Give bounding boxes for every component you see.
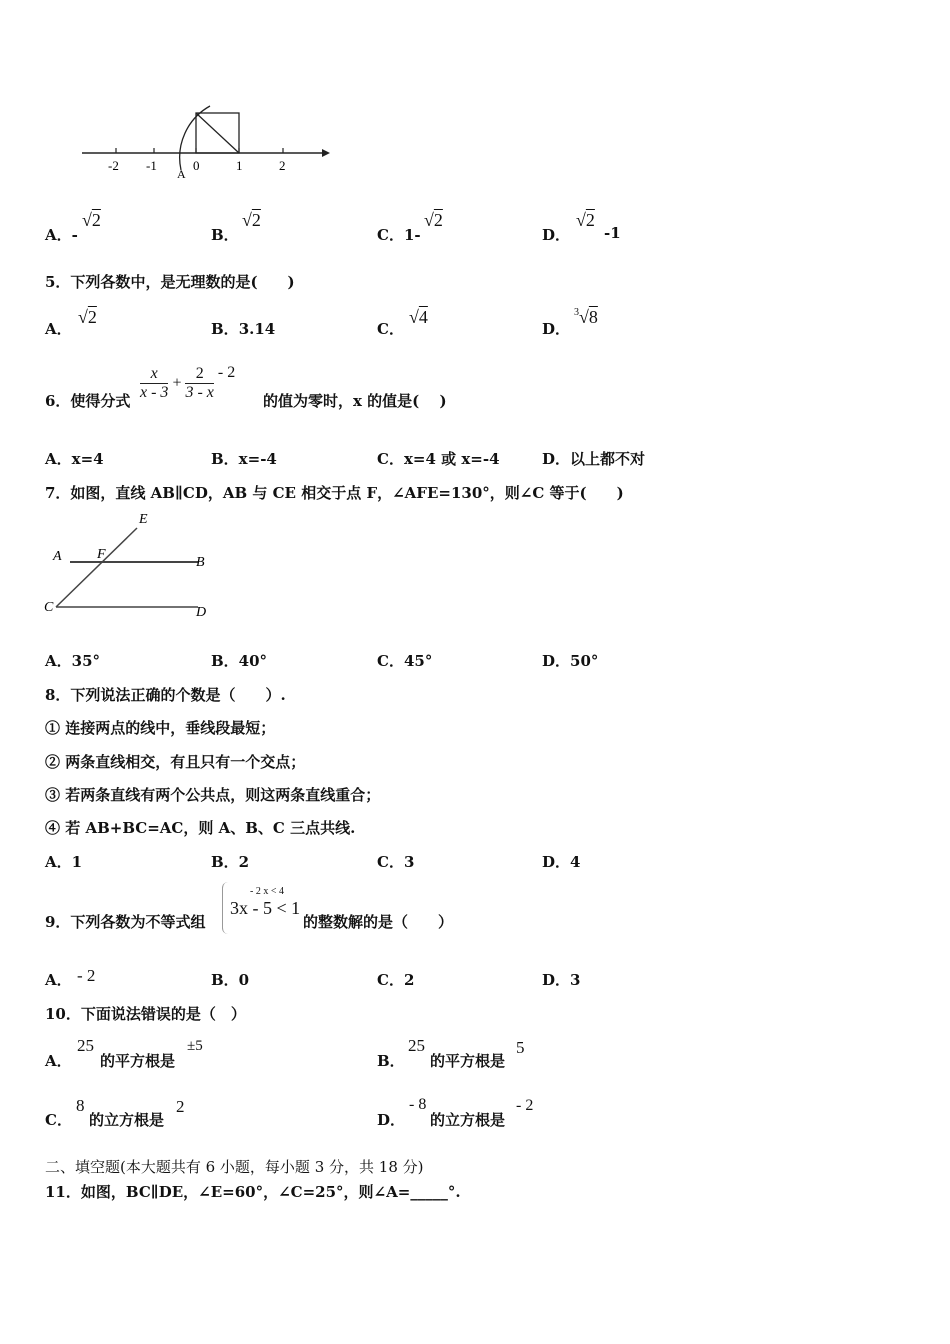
q9-option-c: C．2 [377, 971, 415, 989]
q7-parallel-lines-figure [40, 508, 220, 624]
q8-option-c: C．3 [377, 853, 415, 871]
q5-option-b [211, 318, 275, 339]
q10-b-text: 的平方根是 [430, 1052, 506, 1070]
q6-option-b: B．x=-4 [211, 450, 277, 468]
q9-stem-pre: 9．下列各数为不等式组 [45, 913, 206, 931]
q6-expression [140, 364, 235, 402]
q10-option-c: C． [45, 1111, 72, 1129]
q10-c-text: 的立方根是 [89, 1111, 165, 1129]
root-index: 3 [574, 307, 579, 318]
q10-d-value: - 2 [516, 1097, 534, 1114]
radicand: 8 [588, 307, 598, 327]
minus-two: - 2 [217, 364, 236, 381]
denominator: x - 3 [140, 383, 169, 401]
q7-option-a: A．35° [45, 652, 101, 670]
q4-option-a [45, 224, 78, 245]
radicand: 2 [585, 210, 595, 230]
label-e: E [139, 512, 148, 527]
q9-inequality-2: 3x - 5 < 1 [230, 898, 301, 918]
option-label: C． [377, 226, 404, 244]
option-label: D． [542, 226, 571, 244]
q6-option-c: C．x=4 或 x=-4 [377, 450, 500, 468]
q6-stem-pre: 6．使得分式 [45, 392, 131, 410]
q7-option-b: B．40° [211, 652, 268, 670]
q4-b-sqrt: √2 [242, 210, 261, 230]
q9-option-b: B．0 [211, 971, 250, 989]
tick-label: -1 [146, 158, 157, 173]
q11-answer-blank: _____ [410, 1183, 448, 1201]
plus-sign: + [172, 374, 182, 392]
q4-number-line-figure [78, 100, 338, 182]
q10-a-number: 25 [77, 1036, 94, 1055]
q8-option-b: B．2 [211, 853, 250, 871]
option-label: B． [211, 226, 239, 244]
q10-d-number: - 8 [409, 1096, 427, 1113]
q7-option-d: D．50° [542, 652, 599, 670]
q10-a-value: ±5 [187, 1038, 203, 1054]
q11-stem [45, 1181, 461, 1202]
option-label: A． [45, 226, 72, 244]
label-c: C [44, 600, 54, 615]
radicand: 2 [87, 307, 97, 327]
q5-c-sqrt: √4 [409, 307, 428, 327]
q8-statement-4: ④ 若 AB+BC=AC，则 A、B、C 三点共线. [45, 819, 356, 837]
option-value: 3.14 [238, 320, 276, 338]
tick-label: 1 [236, 158, 243, 173]
tick-label: 2 [279, 158, 286, 173]
denominator: 3 - x [185, 383, 214, 401]
radicand: 2 [251, 210, 261, 230]
q5-option-c: C． [377, 320, 404, 338]
q10-a-text: 的平方根是 [100, 1052, 176, 1070]
tick-label: 0 [193, 158, 200, 173]
q4-d-suffix: -1 [604, 224, 621, 242]
q6-option-a: A．x=4 [45, 450, 104, 468]
numerator: x [140, 365, 168, 384]
q8-option-a: A．1 [45, 853, 83, 871]
q8-option-d: D．4 [542, 853, 581, 871]
radicand: 2 [91, 210, 101, 230]
point-a-label: A [177, 167, 186, 181]
q6-option-d: D．以上都不对 [542, 450, 646, 468]
option-prefix: 1- [403, 226, 421, 244]
q7-stem: 7．如图，直线 AB∥CD，AB 与 CE 相交于点 F，∠AFE=130°，则∠C 等于( ) [45, 484, 624, 502]
q4-d-sqrt: √2 [576, 210, 595, 230]
q4-option-c [377, 224, 421, 245]
q9-inequality-1: - 2 x < 4 [250, 886, 284, 897]
q7-option-c: C．45° [377, 652, 433, 670]
q5-stem: 5．下列各数中，是无理数的是( ) [45, 273, 295, 291]
option-label: B． [211, 320, 239, 338]
radicand: 4 [418, 307, 428, 327]
section-2-title: 二、填空题(本大题共有 6 小题，每小题 3 分，共 18 分) [45, 1158, 424, 1176]
q6-fraction-1 [140, 365, 168, 402]
q5-d-cbrt: $^3$√8 [574, 307, 598, 327]
radicand: 2 [433, 210, 443, 230]
q10-option-b: B． [377, 1052, 405, 1070]
q5-option-a: A． [45, 320, 72, 338]
q11-tail: °. [447, 1183, 461, 1201]
q6-stem-post: 的值为零时，x 的值是( ) [263, 392, 447, 410]
q9-option-a: A． [45, 971, 72, 989]
q10-b-value: 5 [516, 1038, 525, 1057]
q9-stem-post: 的整数解的是（ ） [303, 913, 454, 931]
label-a: A [53, 549, 62, 564]
label-f: F [97, 547, 106, 562]
q10-c-value: 2 [176, 1097, 185, 1116]
q4-option-b [211, 224, 239, 245]
numerator: 2 [185, 365, 213, 384]
q10-option-d: D． [377, 1111, 406, 1129]
q11-text: 11．如图，BC∥DE，∠E=60°，∠C=25°，则∠A= [45, 1183, 411, 1201]
q10-stem: 10．下面说法错误的是（ ） [45, 1005, 246, 1023]
q5-a-sqrt: √2 [78, 307, 97, 327]
q8-statement-3: ③ 若两条直线有两个公共点，则这两条直线重合； [45, 786, 381, 804]
q8-stem: 8．下列说法正确的个数是（ ）. [45, 686, 286, 704]
q10-c-number: 8 [76, 1096, 85, 1115]
q8-statement-2: ② 两条直线相交，有且只有一个交点； [45, 753, 306, 771]
q4-c-sqrt: √2 [424, 210, 443, 230]
q10-b-number: 25 [408, 1036, 425, 1055]
q4-option-d [542, 224, 570, 245]
label-d: D [196, 605, 207, 620]
q5-option-d: D． [542, 320, 571, 338]
q9-option-d: D．3 [542, 971, 581, 989]
q10-d-text: 的立方根是 [430, 1111, 506, 1129]
q10-option-a: A． [45, 1052, 72, 1070]
tick-label: -2 [108, 158, 119, 173]
q4-a-sqrt: √2 [82, 210, 101, 230]
label-b: B [196, 555, 205, 570]
option-prefix: - [71, 226, 78, 244]
q9-option-a-value: - 2 [77, 966, 96, 985]
q6-fraction-2 [185, 365, 213, 402]
q8-statement-1: ① 连接两点的线中，垂线段最短； [45, 719, 276, 737]
